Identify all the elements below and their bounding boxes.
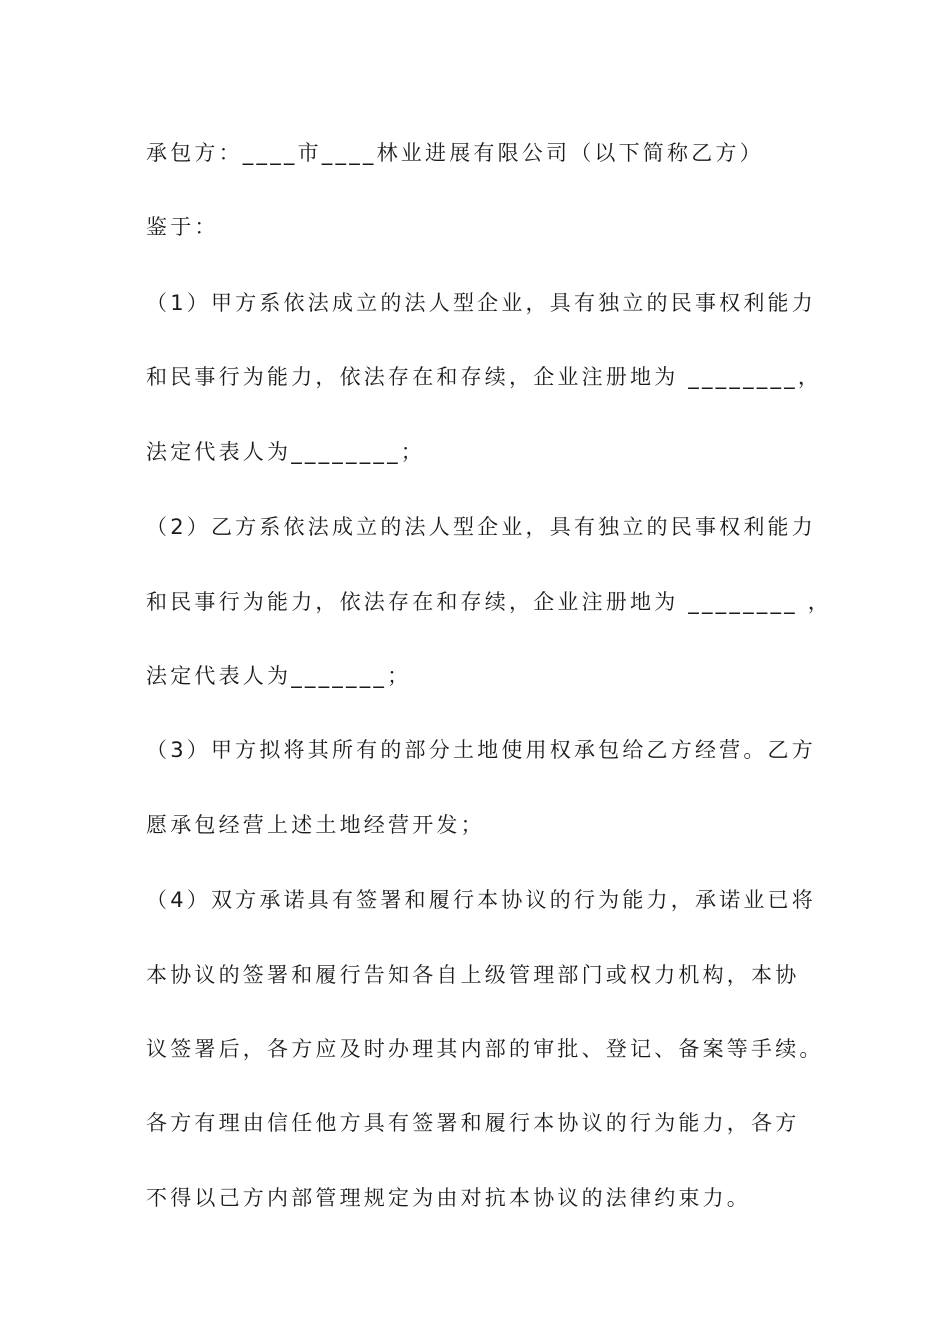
whereas-heading: 鉴于： [146,215,219,239]
contractor-line: 承包方：____市____林业进展有限公司（以下简称乙方） [146,141,764,165]
clause-3-line-1: （3）甲方拟将其所有的部分土地使用权承包给乙方经营。乙方 [146,738,816,762]
clause-4-line-3: 议签署后，各方应及时办理其内部的审批、登记、备案等手续。 [146,1037,824,1061]
clause-2-line-1: （2）乙方系依法成立的法人型企业，具有独立的民事权利能力 [146,515,816,539]
clause-1-line-3: 法定代表人为________； [146,440,425,464]
clause-4-line-5: 不得以己方内部管理规定为由对抗本协议的法律约束力。 [146,1186,751,1210]
clause-4-line-2: 本协议的签署和履行告知各自上级管理部门或权力机构，本协 [146,963,800,987]
clause-1-line-1: （1）甲方系依法成立的法人型企业，具有独立的民事权利能力 [146,291,816,315]
clause-2-line-3: 法定代表人为_______； [146,664,412,688]
clause-3-line-2: 愿承包经营上述土地经营开发； [146,813,485,837]
clause-4-line-4: 各方有理由信任他方具有签署和履行本协议的行为能力，各方 [146,1111,800,1135]
clause-4-line-1: （4）双方承诺具有签署和履行本协议的行为能力，承诺业已将 [146,888,816,912]
clause-1-line-2: 和民事行为能力，依法存在和存续，企业注册地为 ________， [146,365,823,389]
clause-2-line-2: 和民事行为能力，依法存在和存续，企业注册地为 ________ ， [146,590,832,614]
